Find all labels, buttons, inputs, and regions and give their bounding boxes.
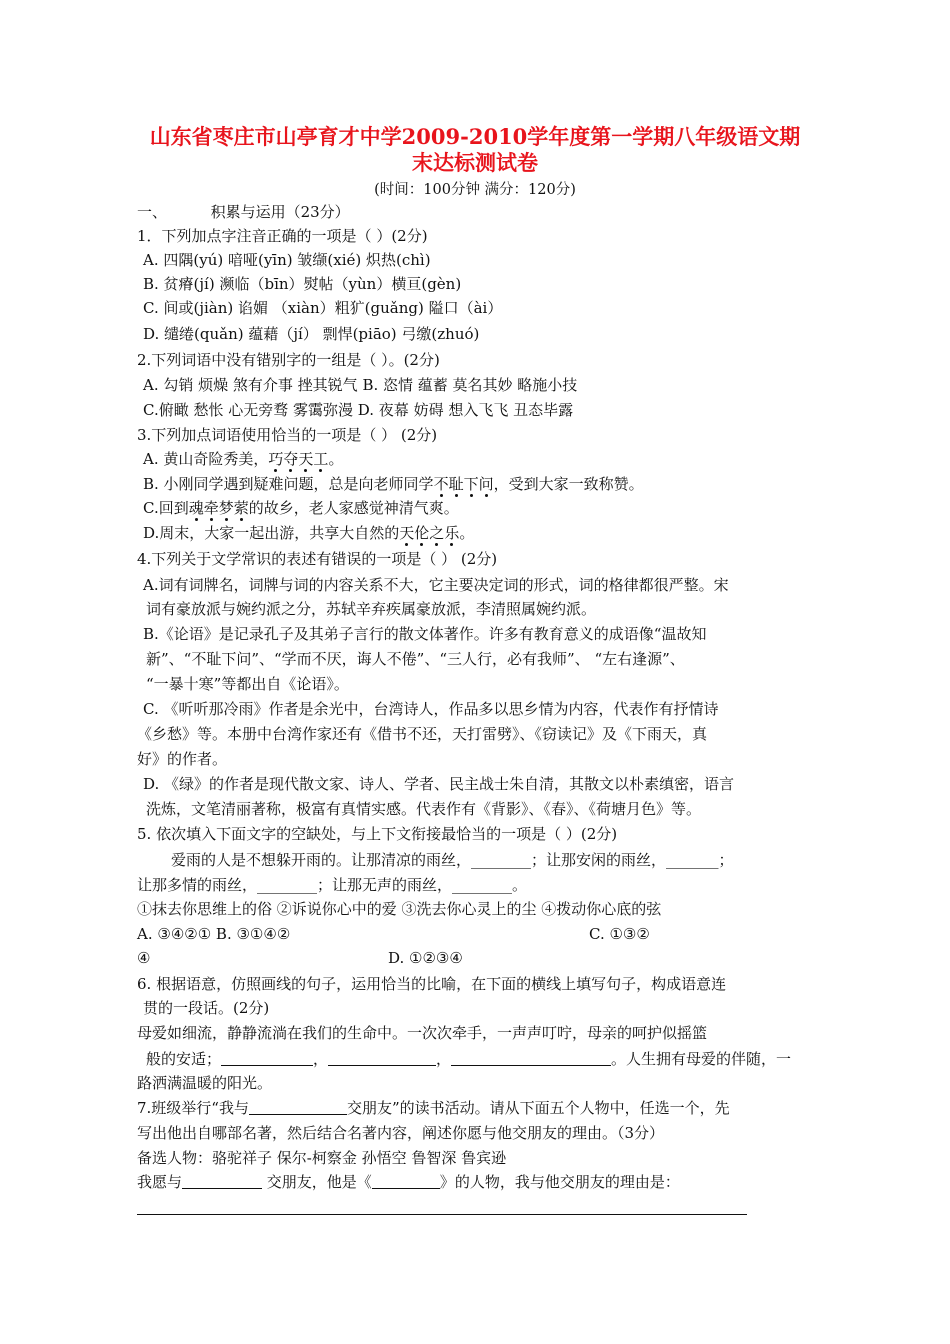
q1-option-b: B. 贫瘠(jí) 濒临（bīn）熨帖（yùn）横亘(gèn) [143,275,462,293]
q7-stem-line1 [137,1097,730,1119]
q3-b-end: ，受到大家一致称赞。 [493,475,644,493]
q4-stem: 4.下列关于文学常识的表述有错误的一项是（ ） (2分) [137,550,498,568]
q3-d-text: D.周末，大家一起出游，共享大自然的 [143,524,400,542]
q4-option-d-line2: 洗炼，文笔清丽著称，极富有真情实感。代表作有《背影》、《春》、《荷塘月色》等。 [146,800,702,818]
emphasis-char: 魂 [188,499,204,517]
q3-a-text: A. 黄山奇险秀美， [143,450,269,468]
q3-option-a [143,448,343,470]
emphasis-char: 下 [463,475,479,493]
q3-option-c [143,497,459,519]
q5-items: ①抹去你思维上的俗 ②诉说你心中的爱 ③洗去你心灵上的尘 ④拨动你心底的弦 [137,900,662,918]
emphasis-char: 天 [399,524,415,542]
q3-stem: 3.下列加点词语使用恰当的一项是（ ） (2分) [137,426,438,444]
q4-option-b-line2: 新”、“不耻下问”、“学而不厌，诲人不倦”、“三人行，必有我师”、 “左右逢源”、 [146,650,685,668]
q6-answer-blank-1[interactable] [221,1049,313,1066]
q7-name-blank[interactable] [249,1098,347,1115]
q6-answer-blank-3[interactable] [451,1049,611,1066]
q7-stem-start: 7.班级举行“我与 [137,1099,249,1117]
q6-passage-line1: 母爱如细流，静静流淌在我们的生命中。一次次牵手，一声声叮咛，母亲的呵护似摇篮 [137,1024,708,1042]
q7-answer-close: 》 [439,1173,455,1191]
q4-option-b-line1: B.《论语》是记录孔子及其弟子言行的散文体著作。许多有教育意义的成语像“温故知 [143,625,707,643]
q6-passage-line3: 路洒满温暖的阳光。 [137,1074,273,1092]
q2-options-cd: C.俯瞰 愁怅 心无旁骛 雾霭弥漫 D. 夜幕 妨碍 想入飞飞 丑态毕露 [143,401,574,419]
q7-answer-line [137,1171,680,1193]
emphasis-char: 问 [478,475,494,493]
q3-c-dotted-term [189,499,249,517]
q3-c-end: 的故乡，老人家感觉神清气爽。 [248,499,459,517]
q4-option-a-line1: A.词有词牌名，词牌与词的内容关系不大，它主要决定词的形式，词的格律都很严整。宋 [143,576,729,594]
q6-answer-blank-2[interactable] [328,1049,436,1066]
q7-answer-mid: 交朋友，他是《 [262,1173,372,1191]
q6-passage-line2 [146,1048,791,1070]
q4-option-c-line1: C. 《听听那冷雨》作者是余光中，台湾诗人，作品多以思乡情为内容，代表作有抒情诗 [143,700,719,718]
q6-separator-1: ， [313,1050,329,1068]
q3-d-end: 。 [459,524,475,542]
q3-c-text: C.回到 [143,499,189,517]
q3-b-text: B. 小刚同学遇到疑难问题，总是向老师同学 [143,475,434,493]
section-label: 积累与运用（23分） [210,203,350,221]
q5-passage-line1: 爱雨的人是不想躲开雨的。让那清凉的雨丝，________；让那安闲的雨丝，_______； [171,851,734,869]
q3-a-end: 。 [328,450,344,468]
emphasis-char: 天 [298,450,314,468]
q4-option-c-line3: 好》的作者。 [137,750,228,768]
q7-stem-end: 交朋友”的读书活动。请从下面五个人物中，任选一个，先 [346,1099,730,1117]
q7-answer-start: 我愿与 [137,1173,183,1191]
q1-option-d: D. 缱绻(quǎn) 蕴藉（jí） 剽悍(piāo) 弓缴(zhuó) [143,325,480,343]
emphasis-char: 伦 [414,524,430,542]
q5-passage-line2: 让那多情的雨丝，________；让那无声的雨丝，________。 [137,876,528,894]
q4-option-c-line2: 《乡愁》等。本册中台湾作家还有《借书不还，天打雷劈》、《窃读记》及《下雨天，真 [137,725,708,743]
q3-a-dotted-term [268,450,328,468]
q5-options-ab: A. ③④②① B. ③①④② [137,925,291,943]
q1-stem: 1．下列加点字注音正确的一项是（ ）(2分) [137,227,428,245]
q4-option-b-line3: “一暴十寒”等都出自《论语》。 [146,675,349,693]
q4-option-a-line2: 词有豪放派与婉约派之分，苏轼辛弃疾属豪放派，李清照属婉约派。 [146,600,597,618]
emphasis-char: 夺 [283,450,299,468]
q5-stem: 5. 依次填入下面文字的空缺处，与上下文衔接最恰当的一项是（ ）(2分) [137,825,618,843]
q6-passage-text: 般的安适； [146,1050,222,1068]
emphasis-char: 耻 [448,475,464,493]
emphasis-char: 工 [313,450,329,468]
emphasis-char: 不 [433,475,449,493]
emphasis-char: 巧 [268,450,284,468]
q6-stem-line2: 贯的一段话。(2分) [143,999,270,1017]
section-heading [137,201,350,223]
emphasis-char: 牵 [203,499,219,517]
q4-option-d-line1: D. 《绿》的作者是现代散文家、诗人、学者、民主战士朱自清，其散文以朴素缜密，语言 [143,775,735,793]
q7-book-blank[interactable] [372,1172,440,1189]
q5-option-c: C. ①③② [589,925,650,943]
emphasis-char: 之 [429,524,445,542]
emphasis-char: 萦 [233,499,249,517]
q3-d-dotted-term [399,524,459,542]
section-number: 一、 [137,203,168,221]
q1-option-c: C. 间或(jiàn) 谄媚 （xiàn）粗犷(guǎng) 隘口（ài） [143,299,503,317]
q5-option-d: D. ①②③④ [388,949,463,967]
q7-answer-rule[interactable] [137,1214,747,1215]
q6-passage-end: 。人生拥有母爱的伴随，一 [611,1050,792,1068]
q3-option-d [143,522,474,544]
q5-option-c-cont: ④ [137,949,151,967]
q7-stem-line2: 写出他出自哪部名著，然后结合名著内容，阐述你愿与他交朋友的理由。（3分） [137,1124,665,1142]
q7-candidates: 备选人物：骆驼祥子 保尔-柯察金 孙悟空 鲁智深 鲁宾逊 [137,1149,507,1167]
q7-friend-blank[interactable] [182,1172,262,1189]
emphasis-char: 乐 [444,524,460,542]
exam-title-line1: 山东省枣庄市山亭育才中学2009-2010学年度第一学期八年级语文期 [149,124,801,149]
q2-stem: 2.下列词语中没有错别字的一组是（ ）。(2分) [137,351,440,369]
q1-option-a: A. 四隅(yú) 喑哑(yīn) 皱缬(xié) 炽热(chì) [143,251,431,269]
q3-option-b [143,473,644,495]
q6-separator-2: ， [436,1050,452,1068]
q3-b-dotted-term [434,475,494,493]
q2-options-ab: A. 勾销 烦燥 煞有介事 挫其锐气 B. 恣情 蕴蓄 莫名其妙 略施小技 [143,376,578,394]
exam-subtitle: (时间：100分钟 满分：120分) [374,182,576,198]
emphasis-char: 梦 [218,499,234,517]
q6-stem-line1: 6. 根据语意，仿照画线的句子，运用恰当的比喻，在下面的横线上填写句子，构成语意连 [137,975,727,993]
q7-answer-end: 的人物，我与他交朋友的理由是： [454,1173,680,1191]
exam-title-line2: 末达标测试卷 [412,150,538,175]
